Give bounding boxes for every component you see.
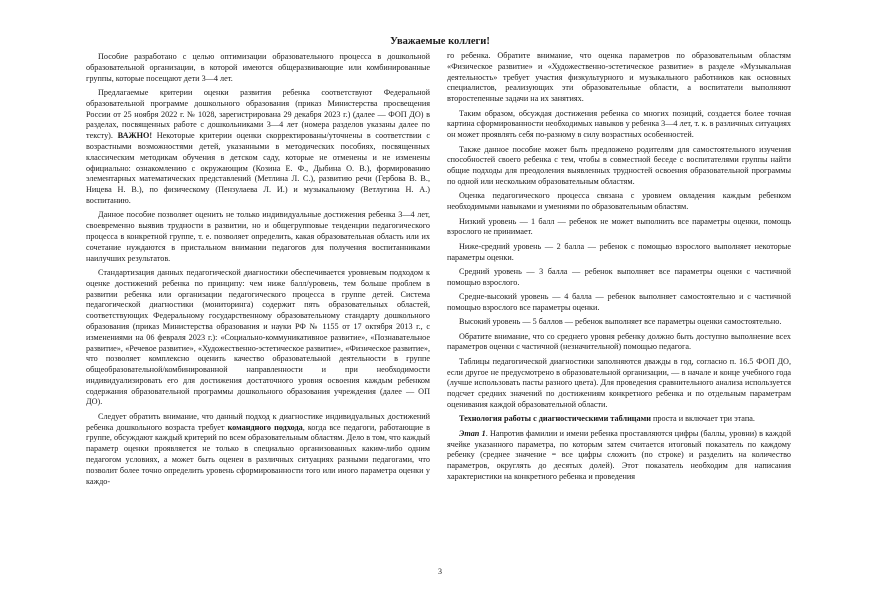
text-run: Предлагаемые критерии оценки развития ребенка соответствуют Федеральной образовательной программе дошкольного образования (приказ Министерства просвещения России от 25 ноября 2022 г. № 1028, зарегистрирована 29 декабря 2023 г.) (далее — ФОП ДО) в разделах, посвященных работе с дошкольниками 3—4 лет (номера разделов указаны далее по тексту). — [86, 87, 430, 141]
paragraph: Также данное пособие может быть предложено родителям для самостоятельного изучения способностей своего ребенка с тем, чтобы в совместной беседе с воспитателями группы найти общие подходы для преодоления выявленных трудностей освоения образовательной программы по одной или нескольким образовательным областям. — [447, 144, 791, 186]
paragraph: Низкий уровень — 1 балл — ребенок не может выполнить все параметры оценки, помощь взрослого не принимает. — [447, 216, 791, 237]
paragraph: Данное пособие позволяет оценить не только индивидуальные достижения ребенка 3—4 лет, своевременно выявив трудности в развитии, но и общегрупповые тенденции педагогического процесса в конкретной группе, т. е. позволяет определить, какая образовательная область или их сочетание нуждаются в пристальном внимании педагогов для получения воспитанниками наилучших результатов. — [86, 210, 430, 263]
paragraph — [86, 412, 430, 488]
paragraph: Таким образом, обсуждая достижения ребенка со многих позиций, создается более точная картина сформированности необходимых навыков у ребенка 3—4 лет, т. к. в различных ситуациях он может проявлять себя по-разному в силу возрастных особенностей. — [447, 108, 791, 140]
paragraph: Обратите внимание, что со среднего уровня ребенку должно быть доступно выполнение всех параметров оценки с частичной (незначительной) помощью педагога. — [447, 331, 791, 352]
text-run: , когда все педагоги, работающие в группе, обсуждают каждый критерий по всем образовательным областям. Дело в том, что каждый параметр оценки проявляется не только в специально организованных каким-либо одним педагогом условиях, а может быть оценен в различных ситуациях разными педагогами, что позволит более точно определить уровень сформированности того или иного параметра оценки у каждо- — [86, 422, 431, 486]
paragraph: Оценка педагогического процесса связана с уровнем овладения каждым ребенком необходимыми навыками и умениями по образовательным областям. — [447, 191, 791, 212]
paragraph — [447, 414, 791, 425]
paragraph: Таблицы педагогической диагностики заполняются дважды в год, согласно п. 16.5 ФОП ДО, если другое не предусмотрено в образовательной организации, — в начале и конце учебного года (лучше использовать пасты разного цвета). Для проведения сравнительного анализа используется подсчет средних значений по достижениям конкретного ребенка и по отдельным параметрам оценивания каждой образовательной области. — [447, 356, 791, 410]
bold-text: командного подхода — [227, 422, 303, 432]
paragraph: Стандартизация данных педагогической диагностики обеспечивается уровневым подходом к оценке достижений ребенка по принципу: чем ниже балл/уровень, тем больше проблем в развитии ребенка или организации педагогического процесса в группе детей. Система педагогической диагностики (мониторинга) содержит пять образовательных областей, соответствующих Федеральному государственному образовательному стандарту дошкольного образования (приказ Министерства образования и науки РФ № 1155 от 17 октября 2013 г., с изменениями на 06 февраля 2023 г.): «Социально-коммуникативное развитие», «Познавательное развитие», «Речевое развитие», «Художественно-эстетическое развитие», «Физическое развитие», что позволяет комплексно оценить качество образовательной деятельности в группе общеобразовательной/комбинированной направленности и при необходимости индивидуализировать его для достижения достаточного уровня освоения каждым ребенком содержания образовательной программы дошкольного образования учреждения (далее — ОП ДО). — [86, 267, 430, 407]
text-run: проста и включает три этапа. — [650, 414, 755, 424]
page-number: 3 — [438, 567, 442, 576]
paragraph: Пособие разработано с целью оптимизации образовательного процесса в дошкольной образовательной организации, в которой имеются общеразвивающие или комбинированные группы, которые посещают дети 3—4 лет. — [86, 52, 430, 83]
text-run: Следует обратить внимание, что данный подход к диагностике индивидуальных достижений ребенка дошкольного возраста требует — [86, 411, 430, 432]
paragraph: го ребенка. Обратите внимание, что оценка параметров по образовательным областям «Физическое развитие» и «Художественно-эстетическое развитие» в разделе «Музыкальная деятельность» требует участия физкультурного и музыкального работников как основных специалистов, реализующих эти образовательные области, а воспитатели выполняют второстепенные задачи на их занятиях. — [447, 51, 791, 104]
page-title: Уважаемые коллеги! — [390, 36, 490, 47]
italic-text: Этап 1 — [459, 428, 486, 438]
text-run: . Напротив фамилии и имени ребенка проставляются цифры (баллы, уровни) в каждой ячейке указанного параметра, по которым затем считается итоговый показатель по каждому ребенку (среднее значение = все цифры сложить (по строке) и разделить на количество параметров, округлять до десятых долей). Этот показатель необходим для написания характеристики на конкретного ребенка и проведения — [447, 428, 791, 482]
paragraph: Высокий уровень — 5 баллов — ребенок выполняет все параметры оценки самостоятельно. — [459, 317, 782, 327]
left-column — [86, 52, 430, 491]
paragraph: Средне-высокий уровень — 4 балла — ребенок выполняет самостоятельно и с частичной помощью взрослого все параметры оценки. — [447, 292, 791, 312]
bold-text: ВАЖНО! — [117, 131, 153, 141]
bold-text: Технология работы с диагностическими таблицами — [459, 414, 651, 424]
paragraph — [86, 88, 430, 207]
paragraph — [447, 429, 791, 483]
text-run: Некоторые критерии оценки скорректированы/уточнены в соответствии с возрастными возможностями детей, указанными в методических пособиях, посвященных классическим методикам обучения в детском саду, которые не отменены и не изменены официально: ознакомлению с окружающим (Козина Е. Ф., Дыбина О. В.), формированию элементарных математических представлений (Метлина Л. С.), развитию речи (Гербова В. В., Ницева Н. В.), по физическому (Пензулаева Л. И.) и музыкальному (Ветлугина Н. А.) воспитанию. — [86, 131, 431, 205]
paragraph: Ниже-средний уровень — 2 балла — ребенок с помощью взрослого выполняет некоторые параметры оценки. — [447, 241, 791, 262]
right-column — [447, 51, 791, 486]
paragraph: Средний уровень — 3 балла — ребенок выполняет все параметры оценки с частичной помощью взрослого. — [447, 266, 791, 287]
